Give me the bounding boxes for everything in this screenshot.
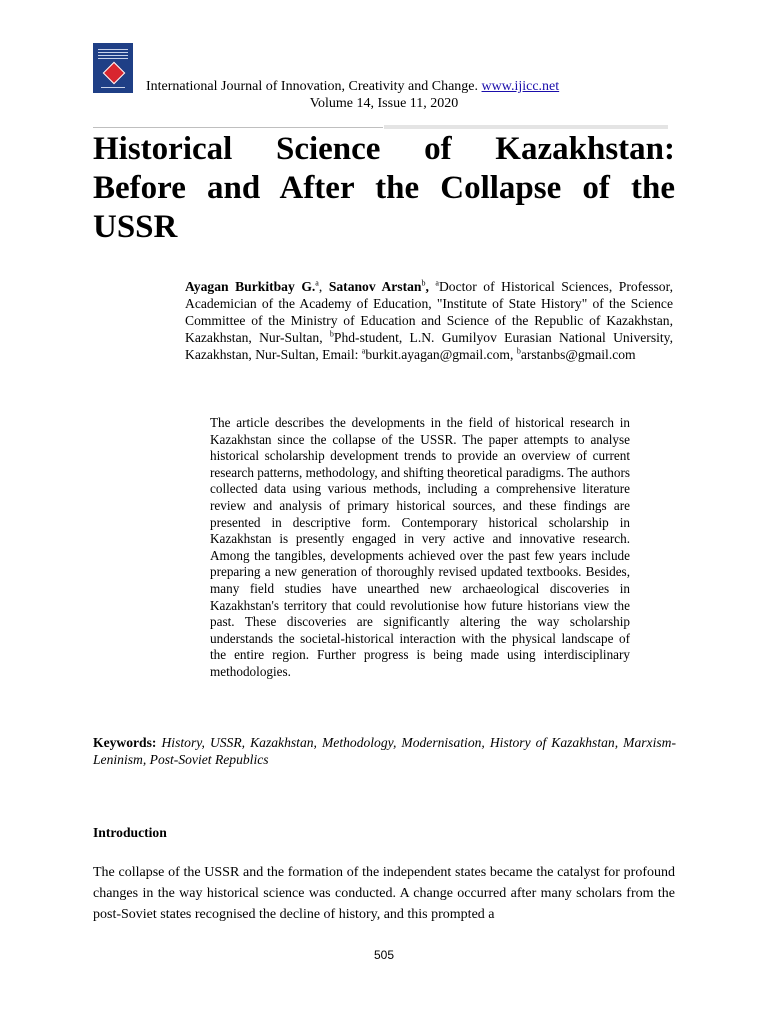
- author-name: Satanov Arstan: [328, 279, 422, 294]
- journal-link[interactable]: www.ijicc.net: [481, 79, 560, 94]
- abstract: The article describes the developments in the field of historical research in Kazakhstan since the collapse of the USSR. The paper attempts to analyse historical scholarship development trends to provide an overview of current research patterns, methodology, and shifting theoretical paradigms. The authors collected data using various methods, including a comprehensive literature review and analysis of primary historical sources, and these findings are presented in descriptive form. Contemporary historical scholarship in Kazakhstan is presently engaged in very active and innovative research. Among the tangibles, developments achieved over the past few years include preparing a new generation of thoroughly revised updated textbooks. Besides, many field studies have unearthed new archaeological discoveries in Kazakhstan's territory that could revolutionise how future historians view the past. These discoveries are significantly altering the way scholarship understands the societal-historical interaction with the physical landscape of the entire region. Further progress is being made using interdisciplinary methodologies.: [210, 415, 630, 679]
- header-divider: [93, 127, 383, 128]
- page-number: 505: [373, 948, 395, 962]
- title-line: USSR: [93, 209, 178, 245]
- header-divider-shadow: [384, 125, 668, 129]
- title-line: Historical Science of Kazakhstan:: [93, 131, 675, 167]
- keywords: [93, 734, 676, 768]
- title-line: Before and After the Collapse of the: [93, 170, 675, 206]
- section-body: The collapse of the USSR and the formation of the independent states became the catalyst for profound changes in the way historical science was conducted. A change occurred after many scholars from the post-Soviet states recognised the decline of history, and this prompted a: [93, 865, 675, 922]
- journal-header: [146, 79, 559, 95]
- affiliation: Phd-student, L.N. Gumilyov Eurasian National University, Kazakhstan, Nur-Sultan, Email:: [185, 330, 673, 362]
- author-name: Ayagan Burkitbay G.: [185, 279, 316, 294]
- paper-title: [93, 130, 675, 247]
- journal-name: International Journal of Innovation, Creativity and Change.: [146, 79, 479, 94]
- volume-issue: Volume 14, Issue 11, 2020: [309, 96, 459, 111]
- keywords-list: History, USSR, Kazakhstan, Methodology, Modernisation, History of Kazakhstan, Marxism-Leninism, Post-Soviet Republics: [93, 735, 676, 767]
- author-block: Ayagan Burkitbay G.$^a$, Satanov Arstan$^b$, $^a$Doctor of Historical Sciences, Professor, Academician of the Academy of Education, "Institute of State History" of the Science Committee of the Ministry of Education and Science of the Republic of Kazakhstan, Kazakhstan, Nur-Sultan, $^b$Phd-student, L.N. Gumilyov Eurasian National University, Kazakhstan, Nur-Sultan, Email: $^a$burkit.ayagan@gmail.com, $^b$arstanbs@gmail.com: [185, 278, 673, 362]
- email: burkit.ayagan@gmail.com,: [365, 347, 514, 362]
- section-heading: Introduction: [93, 825, 167, 840]
- email: arstanbs@gmail.com: [520, 347, 636, 362]
- keywords-label: Keywords:: [93, 735, 157, 750]
- journal-logo-icon: [93, 43, 133, 93]
- affiliation: Doctor of Historical Sciences, Professor, Academician of the Academy of Education, "Institute of State History" of the Science Committee of the Ministry of Education and Science of the Republic of Kazakhstan, Kazakhstan, Nur-Sultan,: [185, 279, 673, 345]
